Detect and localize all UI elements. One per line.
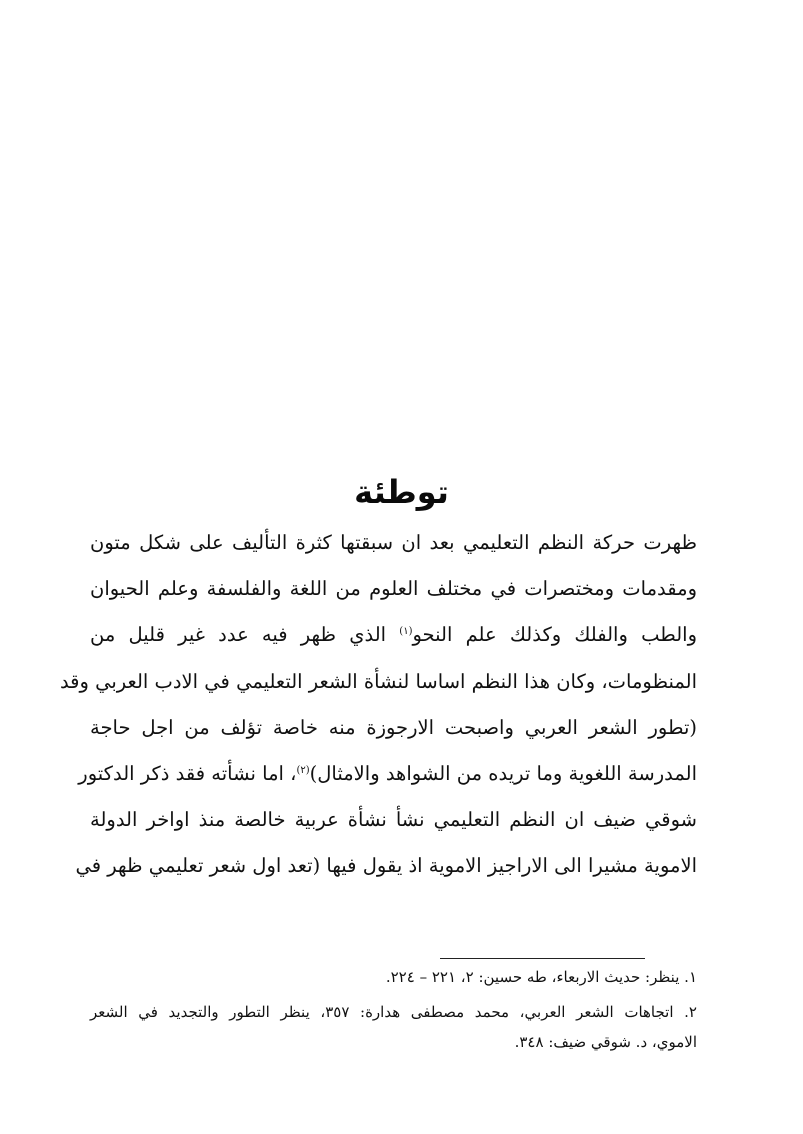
body-paragraph <box>59 520 697 890</box>
text-segment: ، اما نشأته فقد ذكر الدكتور <box>78 761 297 785</box>
text-line-5: (تطور الشعر العربي واصبحت الارجوزة منه خاصة تؤلف من اجل حاجة <box>90 715 697 739</box>
text-line-2: ومقدمات ومختصرات في مختلف العلوم من اللغة والفلسفة وعلم الحيوان <box>90 577 697 601</box>
text-segment: والطب والفلك وكذلك علم النحو <box>412 623 697 647</box>
footnote-2-line-1: ٢. اتجاهات الشعر العربي، محمد مصطفى هدارة: ٣٥٧، ينظر التطور والتجديد في الشعر <box>90 1003 697 1021</box>
text-segment: المدرسة اللغوية وما تريده من الشواهد والامثال) <box>309 761 697 785</box>
text-line-4: المنظومات، وكان هذا النظم اساسا لنشأة الشعر التعليمي في الادب العربي وقد <box>59 669 697 693</box>
text-line-6 <box>78 751 697 797</box>
footnote-ref-2[interactable]: (٢) <box>296 764 310 776</box>
footnote-2 <box>90 997 697 1057</box>
text-line-3 <box>90 612 697 658</box>
text-line-8: الاموية مشيرا الى الاراجيز الاموية اذ يقول فيها (تعد اول شعر تعليمي ظهر في <box>75 854 697 878</box>
page-title: توطئة <box>354 473 449 511</box>
footnote-1 <box>90 962 697 992</box>
footnote-2-line-2: الاموي، د. شوقي ضيف: ٣٤٨. <box>514 1033 697 1051</box>
footnote-ref-1[interactable]: (١) <box>399 626 413 638</box>
text-segment: الذي ظهر فيه عدد غير قليل من <box>90 623 400 647</box>
footnote-separator <box>440 958 645 959</box>
text-line-1: ظهرت حركة النظم التعليمي بعد ان سبقتها كثرة التأليف على شكل متون <box>90 531 697 554</box>
text-line-7: شوقي ضيف ان النظم التعليمي نشأ نشأة عربية خالصة منذ اواخر الدولة <box>90 808 697 832</box>
footnote-1-text: ١. ينظر: حديث الاربعاء، طه حسين: ٢، ٢٢١ – ٢٢٤. <box>385 968 697 986</box>
